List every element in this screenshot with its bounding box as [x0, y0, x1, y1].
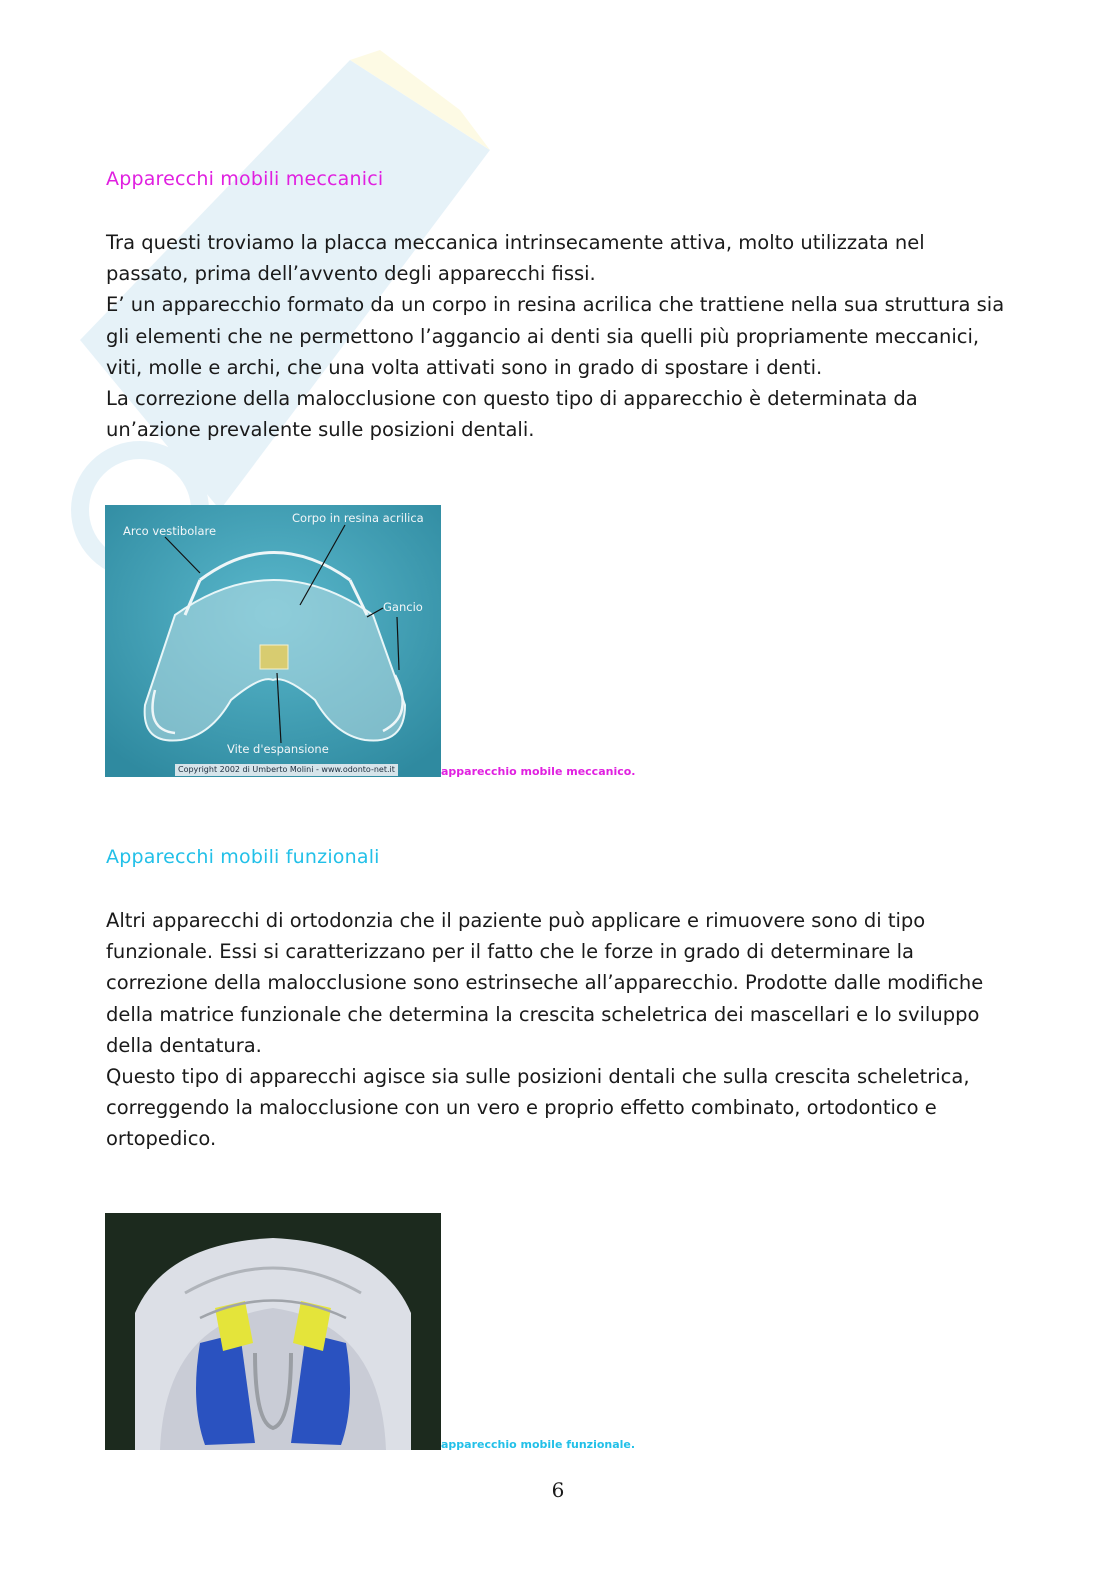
figure-caption-meccanico: apparecchio mobile meccanico. [441, 765, 636, 778]
section-body-meccanici [106, 227, 1006, 445]
section-title-funzionali: Apparecchi mobili funzionali [106, 846, 380, 868]
paragraph: Altri apparecchi di ortodonzia che il paziente può applicare e rimuovere sono di tipo funzionale. Essi si caratterizzano per il fatto che le forze in grado di determinare la correzione della malocclusione sono estrinseche all’apparecchio. Prodotte dalle modifiche della matrice funzionale che determina la crescita scheletrica dei mascellari e lo sviluppo della dentatura. [106, 909, 984, 1057]
label-corpo-resina: Corpo in resina acrilica [292, 511, 424, 525]
appliance-illustration [105, 505, 441, 777]
figure-apparecchio-meccanico [105, 505, 441, 777]
paragraph: E’ un apparecchio formato da un corpo in resina acrilica che trattiene nella sua struttura sia gli elementi che ne permettono l’aggancio ai denti sia quelli più propriamente meccanici, viti, molle e archi, che una volta attivati sono in grado di spostare i denti. [106, 293, 1005, 379]
label-arco-vestibolare: Arco vestibolare [123, 524, 217, 538]
label-vite-espansione: Vite d'espansione [227, 742, 329, 756]
label-gancio: Gancio [383, 600, 423, 614]
page-number: 6 [551, 1478, 565, 1502]
paragraph: Questo tipo di apparecchi agisce sia sulle posizioni dentali che sulla crescita scheletrica, correggendo la malocclusione con un vero e proprio effetto combinato, ortodontico e ortopedico. [106, 1065, 970, 1151]
section-title-meccanici: Apparecchi mobili meccanici [106, 168, 384, 190]
figure-caption-funzionale: apparecchio mobile funzionale. [441, 1438, 636, 1451]
figure-apparecchio-funzionale [105, 1213, 441, 1450]
image-copyright: Copyright 2002 di Umberto Molini - www.odonto-net.it [175, 764, 398, 776]
paragraph: La correzione della malocclusione con questo tipo di apparecchio è determinata da un’azione prevalente sulle posizioni dentali. [106, 387, 918, 442]
appliance-photo-illustration [105, 1213, 441, 1450]
section-body-funzionali [106, 905, 1006, 1155]
paragraph: Tra questi troviamo la placca meccanica intrinsecamente attiva, molto utilizzata nel passato, prima dell’avvento degli apparecchi fissi. [106, 231, 925, 286]
